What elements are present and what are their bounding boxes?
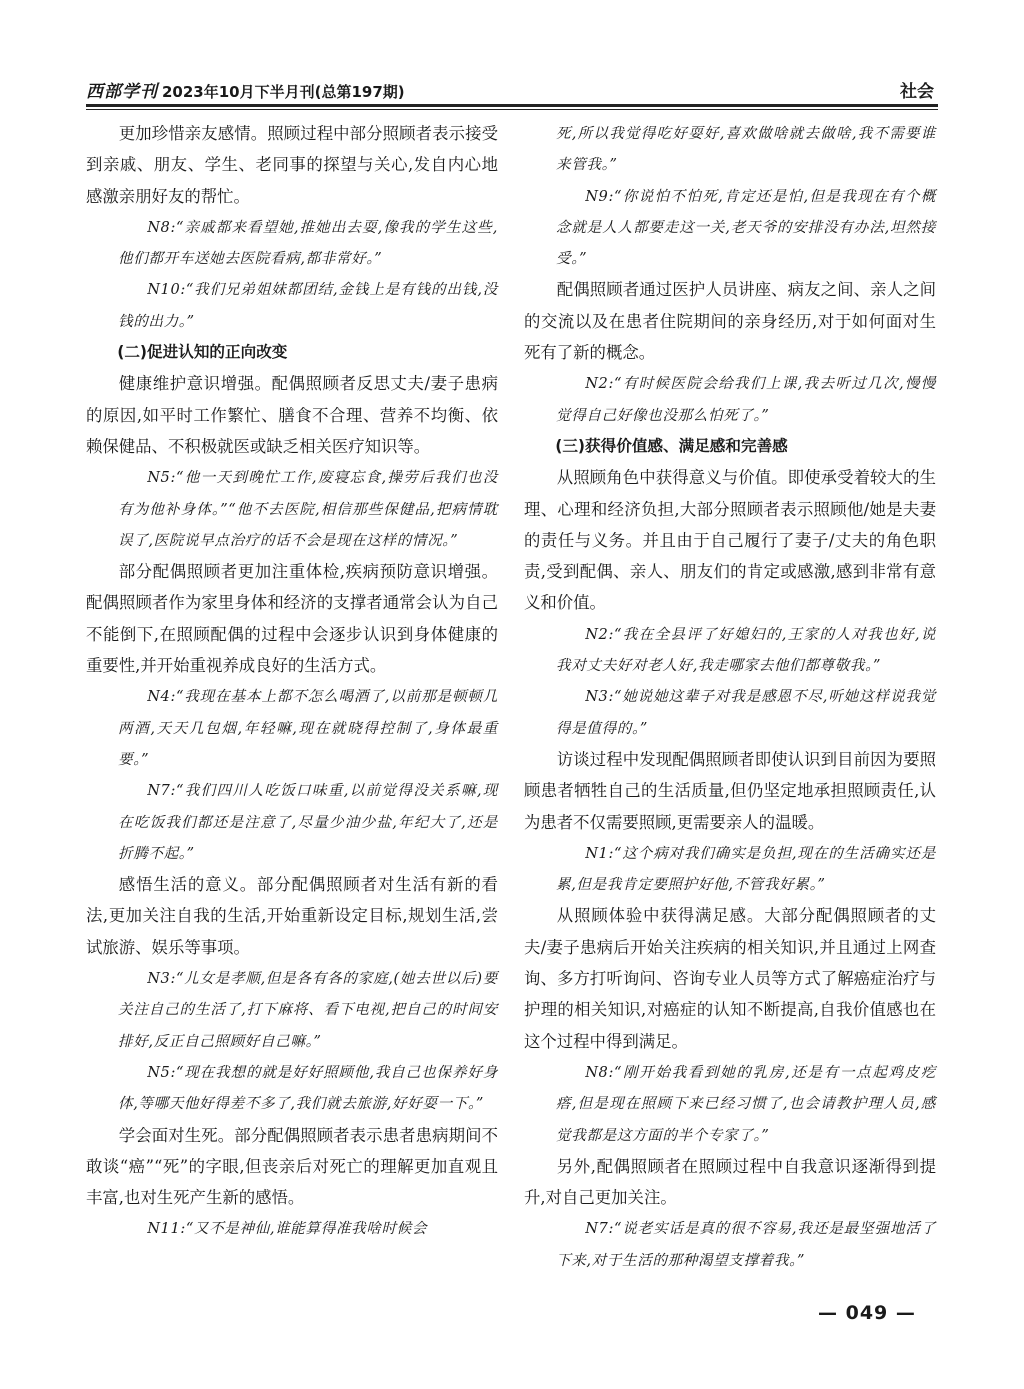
running-header xyxy=(86,70,938,102)
interview-quote: N2:“有时候医院会给我们上课,我去听过几次,慢慢觉得自己好像也没那么怕死了。” xyxy=(556,375,936,424)
interview-quote: N7:“说老实话是真的很不容易,我还是最坚强地活了下来,对于生活的那种渴望支撑着我。” xyxy=(556,1220,936,1269)
subsection-heading: (三)获得价值感、满足感和完善感 xyxy=(555,436,788,455)
interview-quote: N5:“现在我想的就是好好照顾他,我自己也保养好身体,等哪天他好得差不多了,我们就去旅游,好好耍一下。” xyxy=(118,1063,498,1113)
interview-quote: N8:“亲戚都来看望她,推她出去耍,像我的学生这些,他们都开车送她去医院看病,都非常好。” xyxy=(118,218,498,268)
interview-quote: N1:“这个病对我们确实是负担,现在的生活确实还是累,但是我肯定要照护好他,不管我好累。” xyxy=(556,844,936,894)
body-paragraph: 从照顾体验中获得满足感。大部分配偶照顾者的丈夫/妻子患病后开始关注疾病的相关知识,并且通过上网查询、多方打听询问、咨询专业人员等方式了解癌症治疗与护理的相关知识,对癌症的认知不断提高,自我价值感也在这个过程中得到满足。 xyxy=(524,906,936,1051)
body-paragraph: 健康维护意识增强。配偶照顾者反思丈夫/妻子患病的原因,如平时工作繁忙、膳食不合理、营养不均衡、依赖保健品、不积极就医或缺乏相关医疗知识等。 xyxy=(86,374,498,456)
interview-quote: N3:“她说她这辈子对我是感恩不尽,听她这样说我觉得是值得的。” xyxy=(556,688,936,737)
header-rule-thin xyxy=(86,109,938,110)
right-column xyxy=(524,118,936,1276)
subsection-heading: (二)促进认知的正向改变 xyxy=(117,343,288,362)
interview-quote: N7:“我们四川人吃饭口味重,以前觉得没关系嘛,现在吃饭我们都还是注意了,尽量少油少盐,年纪大了,还是折腾不起。” xyxy=(118,782,498,862)
journal-logo: 西部学刊 xyxy=(86,82,158,102)
interview-quote: N11:“又不是神仙,谁能算得准我啥时候会 xyxy=(147,1220,428,1238)
body-paragraph: 感悟生活的意义。部分配偶照顾者对生活有新的看法,更加关注自我的生活,开始重新设定目标,规划生活,尝试旅游、娱乐等事项。 xyxy=(86,875,498,957)
interview-quote: N2:“我在全县评了好媳妇的,王家的人对我也好,说我对丈夫好对老人好,我走哪家去他们都尊敬我。” xyxy=(556,625,936,675)
body-paragraph: 从照顾角色中获得意义与价值。即使承受着较大的生理、心理和经济负担,大部分照顾者表示照顾他/她是夫妻的责任与义务。并且由于自己履行了妻子/丈夫的角色职责,受到配偶、亲人、朋友们的肯定或感激,感到非常有意义和价值。 xyxy=(524,468,936,613)
body-paragraph: 访谈过程中发现配偶照顾者即使认识到目前因为要照顾患者牺牲自己的生活质量,但仍坚定地承担照顾责任,认为患者不仅需要照顾,更需要亲人的温暖。 xyxy=(524,749,936,832)
body-paragraph: 学会面对生死。部分配偶照顾者表示患者患病期间不敢谈“癌”“死”的字眼,但丧亲后对死亡的理解更加直观且丰富,也对生死产生新的感悟。 xyxy=(86,1125,498,1208)
body-paragraph: 部分配偶照顾者更加注重体检,疾病预防意识增强。配偶照顾者作为家里身体和经济的支撑者通常会认为自己不能倒下,在照顾配偶的过程中会逐步认识到身体健康的重要性,并开始重视养成良好的生活方式。 xyxy=(86,562,498,676)
page-number: — 049 — xyxy=(818,1302,916,1324)
body-paragraph: 更加珍惜亲友感情。照顾过程中部分照顾者表示接受到亲戚、朋友、学生、老同事的探望与关心,发自内心地感激亲朋好友的帮忙。 xyxy=(86,124,498,206)
interview-quote: N9:“你说怕不怕死,肯定还是怕,但是我现在有个概念就是人人都要走这一关,老天爷的安排没有办法,坦然接受。” xyxy=(556,187,936,268)
journal-info xyxy=(86,77,405,102)
interview-quote: N3:“儿女是孝顺,但是各有各的家庭,(她去世以后)要关注自己的生活了,打下麻将、看下电视,把自己的时间安排好,反正自己照顾好自己嘛。” xyxy=(118,970,498,1050)
interview-quote: 死,所以我觉得吃好耍好,喜欢做啥就去做啥,我不需要谁来管我。” xyxy=(556,125,936,174)
interview-quote: N5:“他一天到晚忙工作,废寝忘食,操劳后我们也没有为他补身体。”“他不去医院,相信那些保健品,把病情耽误了,医院说早点治疗的话不会是现在这样的情况。” xyxy=(118,469,498,549)
interview-quote: N8:“刚开始我看到她的乳房,还是有一点起鸡皮疙瘩,但是现在照顾下来已经习惯了,也会请教护理人员,感觉我都是这方面的半个专家了。” xyxy=(556,1063,936,1144)
body-paragraph: 配偶照顾者通过医护人员讲座、病友之间、亲人之间的交流以及在患者住院期间的亲身经历,对于如何面对生死有了新的概念。 xyxy=(524,280,936,363)
interview-quote: N4:“我现在基本上都不怎么喝酒了,以前那是顿顿几两酒,天天几包烟,年轻嘛,现在就晓得控制了,身体最重要。” xyxy=(118,688,498,768)
issue-label: 2023年10月下半月刊(总第197期) xyxy=(162,83,405,101)
left-column xyxy=(86,118,498,1245)
section-label: 社会 xyxy=(900,82,934,102)
header-rule-thick xyxy=(86,104,938,107)
interview-quote: N10:“我们兄弟姐妹都团结,金钱上是有钱的出钱,没钱的出力。” xyxy=(118,281,498,330)
body-paragraph: 另外,配偶照顾者在照顾过程中自我意识逐渐得到提升,对自己更加关注。 xyxy=(524,1156,936,1208)
